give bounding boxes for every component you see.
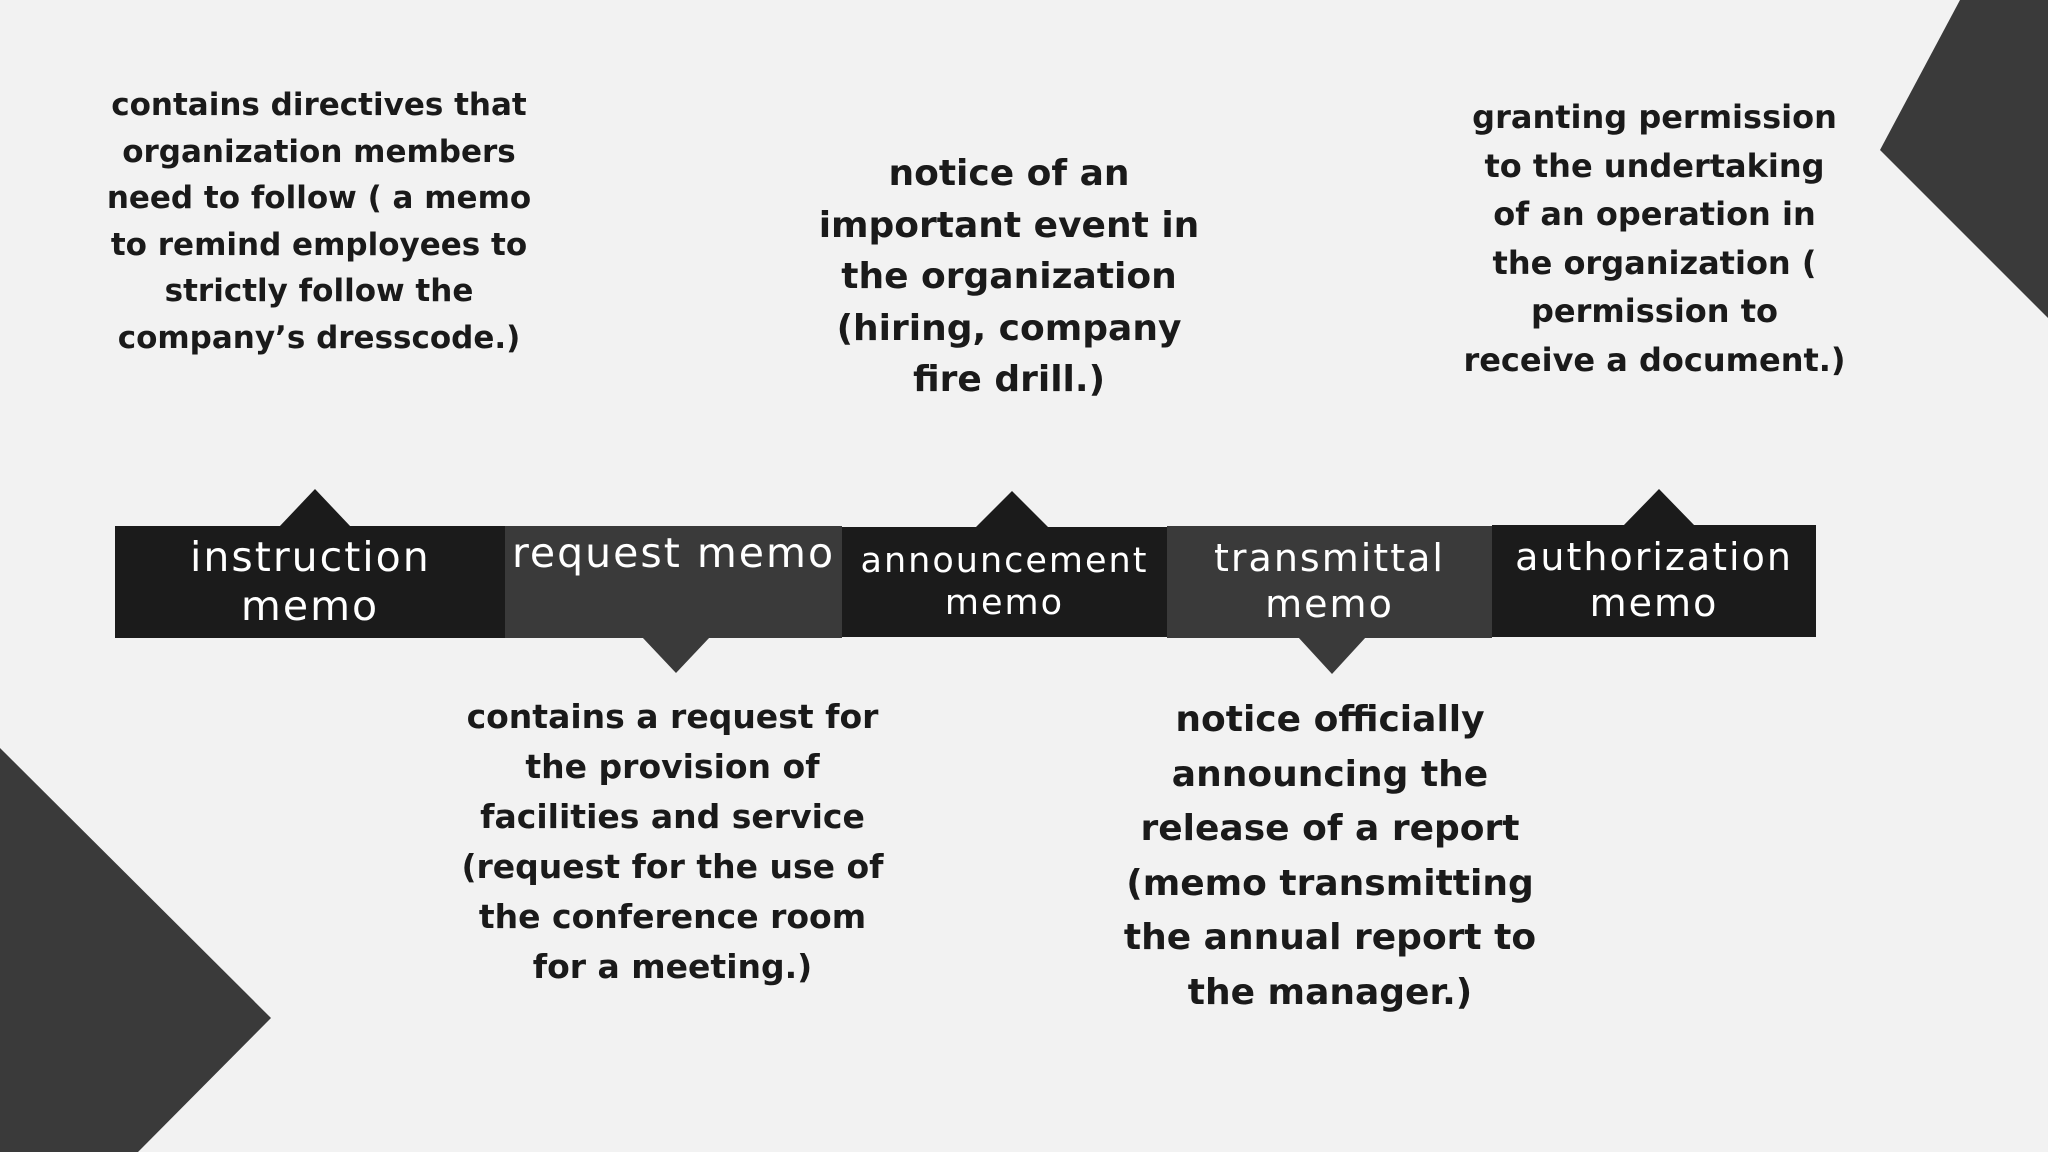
top-right-corner-triangle	[1880, 0, 2048, 318]
instruction-memo-pointer	[279, 489, 351, 527]
request-memo-band	[505, 526, 842, 638]
announcement-memo-band	[842, 527, 1167, 637]
transmittal-memo-band	[1167, 526, 1492, 638]
bottom-left-corner-triangle	[0, 748, 271, 1152]
announcement-memo-pointer	[976, 491, 1048, 527]
announcement-memo-label: announcement memo	[860, 541, 1149, 623]
authorization-memo-pointer	[1623, 489, 1695, 526]
request-memo-description: contains a request for the provision of facilities and service (request for the use of the conference room for a meeting.)	[461, 697, 884, 986]
instruction-memo-band	[115, 526, 505, 638]
request-memo-label: request memo	[511, 529, 836, 577]
transmittal-memo-label: transmittal memo	[1214, 536, 1445, 626]
authorization-memo-band	[1492, 525, 1816, 637]
request-memo-pointer	[642, 637, 710, 673]
announcement-memo-description: notice of an important event in the organization (hiring, company fire drill.)	[818, 153, 1200, 400]
instruction-memo-label: instruction memo	[190, 532, 431, 630]
transmittal-memo-description: notice officially announcing the release of a report (memo transmitting the annual report to the manager.)	[1123, 699, 1537, 1013]
authorization-memo-description: granting permission to the undertaking of an operation in the organization ( permission to receive a document.)	[1463, 98, 1846, 379]
authorization-memo-label: authorization memo	[1515, 535, 1793, 625]
instruction-memo-description: contains directives that organization members need to follow ( a memo to remind employees to strictly follow the company’s dresscode.)	[106, 87, 532, 356]
transmittal-memo-pointer	[1298, 637, 1366, 674]
